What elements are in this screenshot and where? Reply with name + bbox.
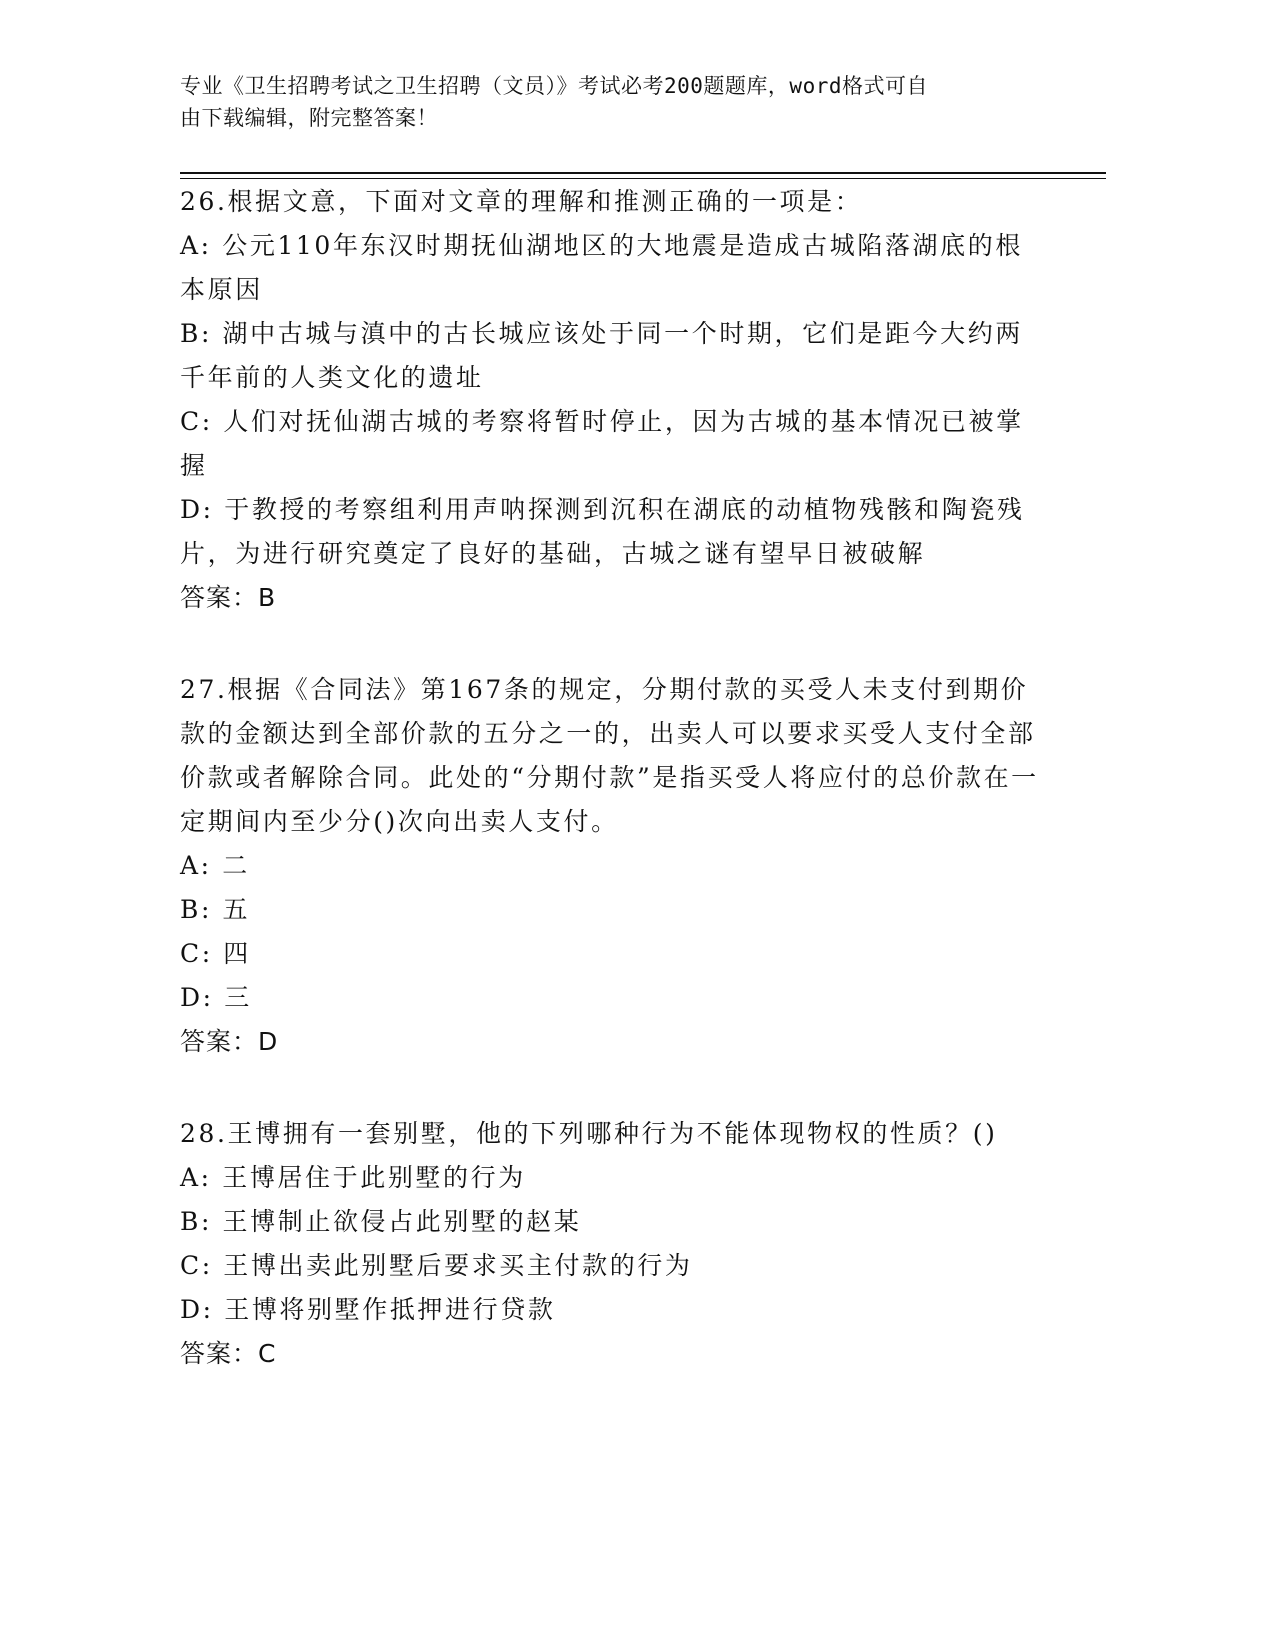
option-c: C: 四 <box>180 939 251 968</box>
header-line-1: 专业《卫生招聘考试之卫生招聘（文员）》考试必考200题题库，word格式可自 <box>180 74 928 98</box>
option-c: C: 王博出卖此别墅后要求买主付款的行为 <box>180 1251 693 1280</box>
option-b: B: 王博制止欲侵占此别墅的赵某 <box>180 1207 582 1236</box>
option-d: D: 三 <box>180 983 252 1012</box>
question-list <box>180 180 1040 1424</box>
question-stem: 28.王博拥有一套别墅，他的下列哪种行为不能体现物权的性质？() <box>180 1119 998 1148</box>
option-a: A: 王博居住于此别墅的行为 <box>180 1163 526 1192</box>
option-d: D: 王博将别墅作抵押进行贷款 <box>180 1295 556 1324</box>
answer-line: 答案：C <box>180 1339 277 1368</box>
document-header <box>180 70 1060 134</box>
answer-line: 答案：D <box>180 1027 279 1056</box>
header-line-2: 由下载编辑，附完整答案！ <box>180 106 438 130</box>
question-stem: 26.根据文意，下面对文章的理解和推测正确的一项是： <box>180 187 863 216</box>
option-d: D: 于教授的考察组利用声呐探测到沉积在湖底的动植物残骸和陶瓷残片，为进行研究奠定了良好的基础，古城之谜有望早日被破解 <box>180 495 1025 568</box>
header-divider-thin <box>180 178 1106 179</box>
option-b: B: 五 <box>180 895 251 924</box>
question-27 <box>180 668 1040 1064</box>
answer-line: 答案：B <box>180 583 277 612</box>
question-stem: 27.根据《合同法》第167条的规定，分期付款的买受人未支付到期价款的金额达到全部价款的五分之一的，出卖人可以要求买受人支付全部价款或者解除合同。此处的“分期付款”是指买受人将应付的总价款在一定期间内至少分()次向出卖人支付。 <box>180 675 1039 836</box>
option-c: C: 人们对抚仙湖古城的考察将暂时停止，因为古城的基本情况已被掌握 <box>180 407 1024 480</box>
question-26 <box>180 180 1040 620</box>
option-a: A: 公元110年东汉时期抚仙湖地区的大地震是造成古城陷落湖底的根本原因 <box>180 231 1023 304</box>
header-divider-thick <box>180 172 1106 174</box>
option-a: A: 二 <box>180 851 250 880</box>
option-b: B: 湖中古城与滇中的古长城应该处于同一个时期，它们是距今大约两千年前的人类文化的遗址 <box>180 319 1023 392</box>
question-28 <box>180 1112 1040 1376</box>
